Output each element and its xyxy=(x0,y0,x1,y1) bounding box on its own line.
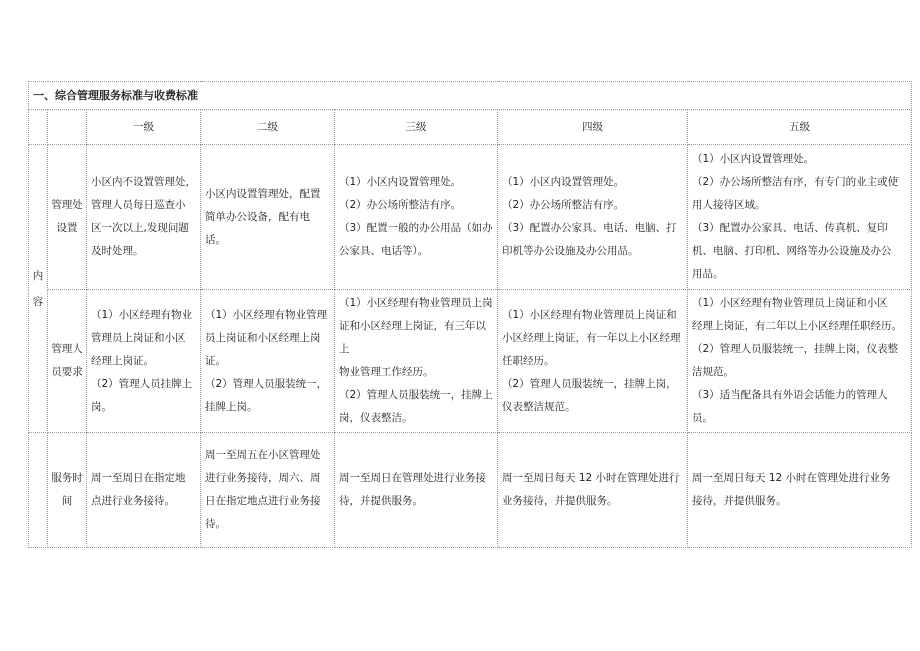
section-title: 一、综合管理服务标准与收费标准 xyxy=(29,82,912,110)
cell-text-line: 简单办公设备，配有电话。 xyxy=(205,210,310,246)
standard-cell xyxy=(688,145,912,290)
cell-text-line: 日在指定地点进行业务接 xyxy=(205,495,321,507)
standard-cell xyxy=(498,145,688,290)
cell-text-line: （3）配置办公家具、电话、电脑、打 xyxy=(502,222,677,234)
content-side-label xyxy=(29,145,48,433)
level-header-1: 一级 xyxy=(87,110,201,145)
cell-text-line: 待。 xyxy=(205,518,226,530)
level-header-2: 二级 xyxy=(201,110,335,145)
cell-text-line: 经理上岗证，有二年以上小区经理任职经历。 xyxy=(692,320,902,332)
side-label-char: 容 xyxy=(32,295,44,308)
cell-text-line: 区一次以上,发现问题 xyxy=(91,222,189,234)
cell-text-line: 公家具、电话等）。 xyxy=(339,245,429,257)
cell-text-line: （2）办公场所整洁有序，有专门的业主或使 xyxy=(692,176,899,188)
blank-cell xyxy=(29,110,48,145)
cell-text-line: 点进行业务接待。 xyxy=(91,495,175,507)
blank-cell xyxy=(48,110,87,145)
standard-cell xyxy=(87,145,201,290)
standard-cell xyxy=(688,433,912,548)
cell-text-line: （1）小区经理有物业管理员上岗证和 xyxy=(502,308,677,321)
cell-text-line: 机、电脑、打印机、网络等办公设施及办公 xyxy=(692,245,892,257)
cell-text-line: 周一至周日在指定地 xyxy=(91,472,186,484)
cell-text-line: 物业管理工作经历。 xyxy=(339,366,434,378)
standard-cell xyxy=(498,433,688,548)
cell-text-line: 小区内设置管理处，配置 xyxy=(205,187,321,200)
cell-text-line: 接待，并提供服务。 xyxy=(692,495,787,507)
row-label: 管理人员要求 xyxy=(48,290,87,433)
cell-text-line: （1）小区内设置管理处。 xyxy=(502,176,625,188)
cell-text-line: 周一至周五在小区管理处 xyxy=(205,449,321,461)
cell-text-line: 周一至周日每天 12 小时在管理处进行 xyxy=(502,472,680,484)
cell-text-line: 洁规范。 xyxy=(692,366,734,378)
cell-text-line: 管理人员每日巡查小 xyxy=(91,199,186,211)
level-header-4: 四级 xyxy=(498,110,688,145)
cell-text-line: 待，并提供服务。 xyxy=(339,495,423,507)
cell-text-line: 用品。 xyxy=(692,268,724,280)
standard-cell xyxy=(335,290,498,433)
blank-cell xyxy=(29,433,48,548)
level-header-3: 三级 xyxy=(335,110,498,145)
cell-text-line: （2）管理人员服装统一，挂牌上岗， xyxy=(502,377,677,390)
cell-text-line: 用人接待区域。 xyxy=(692,199,766,211)
cell-text-line: （1）小区经理有物业管理员上岗证和小区 xyxy=(692,297,888,309)
cell-text-line: 业务接待，并提供服务。 xyxy=(502,495,618,507)
cell-text-line: 及时处理。 xyxy=(91,245,144,257)
cell-text-line: （2）办公场所整洁有序。 xyxy=(502,199,625,211)
cell-text-line: 挂牌上岗。 xyxy=(205,400,258,413)
cell-text-line: （2）管理人员服装统一，挂牌上岗，仪表整 xyxy=(692,343,899,355)
standard-cell xyxy=(201,290,335,433)
cell-text-line: （2）管理人员挂牌上 xyxy=(91,377,193,390)
cell-text-line: 仪表整洁规范。 xyxy=(502,400,576,413)
cell-text-line: 印机等办公设施及办公用品。 xyxy=(502,245,639,257)
cell-text-line: （2）管理人员服装统一，挂牌上 xyxy=(339,389,493,401)
standard-cell xyxy=(498,290,688,433)
cell-text-line: （1）小区经理有物业管理员上岗 xyxy=(339,297,493,309)
standard-cell xyxy=(335,433,498,548)
standard-cell xyxy=(335,145,498,290)
service-standard-table xyxy=(28,81,912,548)
row-label: 服务时间 xyxy=(48,433,87,548)
cell-text-line: 周一至周日在管理处进行业务接 xyxy=(339,472,486,484)
cell-text-line: 岗。 xyxy=(91,400,112,413)
row-service-hours xyxy=(29,433,912,548)
cell-text-line: 进行业务接待，周六、周 xyxy=(205,472,321,484)
cell-text-line: 经理上岗证。 xyxy=(91,354,154,367)
cell-text-line: （1）小区经理有物业管理 xyxy=(205,308,328,321)
level-header-row xyxy=(29,110,912,145)
standard-cell xyxy=(201,433,335,548)
cell-text-line: 小区内不设置管理处， xyxy=(91,176,196,188)
row-office-setup xyxy=(29,145,912,290)
cell-text-line: （1）小区内设置管理处。 xyxy=(692,153,815,165)
cell-text-line: （2）办公场所整洁有序。 xyxy=(339,199,462,211)
cell-text-line: （2）管理人员服装统一， xyxy=(205,377,328,390)
cell-text-line: （1）小区经理有物业 xyxy=(91,308,193,321)
standard-cell xyxy=(87,290,201,433)
standard-cell xyxy=(87,433,201,548)
cell-text-line: 管理员上岗证和小区 xyxy=(91,331,186,344)
cell-text-line: 员。 xyxy=(692,412,713,424)
level-header-5: 五级 xyxy=(688,110,912,145)
cell-text-line: （1）小区内设置管理处。 xyxy=(339,176,462,188)
cell-text-line: 岗，仪表整洁。 xyxy=(339,412,413,424)
cell-text-line: （3）适当配备具有外语会话能力的管理人 xyxy=(692,389,888,401)
row-label: 管理处设置 xyxy=(48,145,87,290)
cell-text-line: 证。 xyxy=(205,354,226,367)
side-label-char: 内 xyxy=(32,269,44,282)
standard-cell xyxy=(201,145,335,290)
row-staff-requirements xyxy=(29,290,912,433)
standard-cell xyxy=(688,290,912,433)
cell-text-line: 员上岗证和小区经理上岗 xyxy=(205,331,321,344)
cell-text-line: （3）配置办公家具、电话、传真机、复印 xyxy=(692,222,888,234)
cell-text-line: （3）配置一般的办公用品（如办 xyxy=(339,222,493,234)
cell-text-line: 小区经理上岗证，有一年以上小区经理 xyxy=(502,331,681,344)
cell-text-line: 周一至周日每天 12 小时在管理处进行业务 xyxy=(692,472,891,484)
cell-text-line: 证和小区经理上岗证，有三年以上 xyxy=(339,320,486,355)
cell-text-line: 任职经历。 xyxy=(502,354,555,367)
